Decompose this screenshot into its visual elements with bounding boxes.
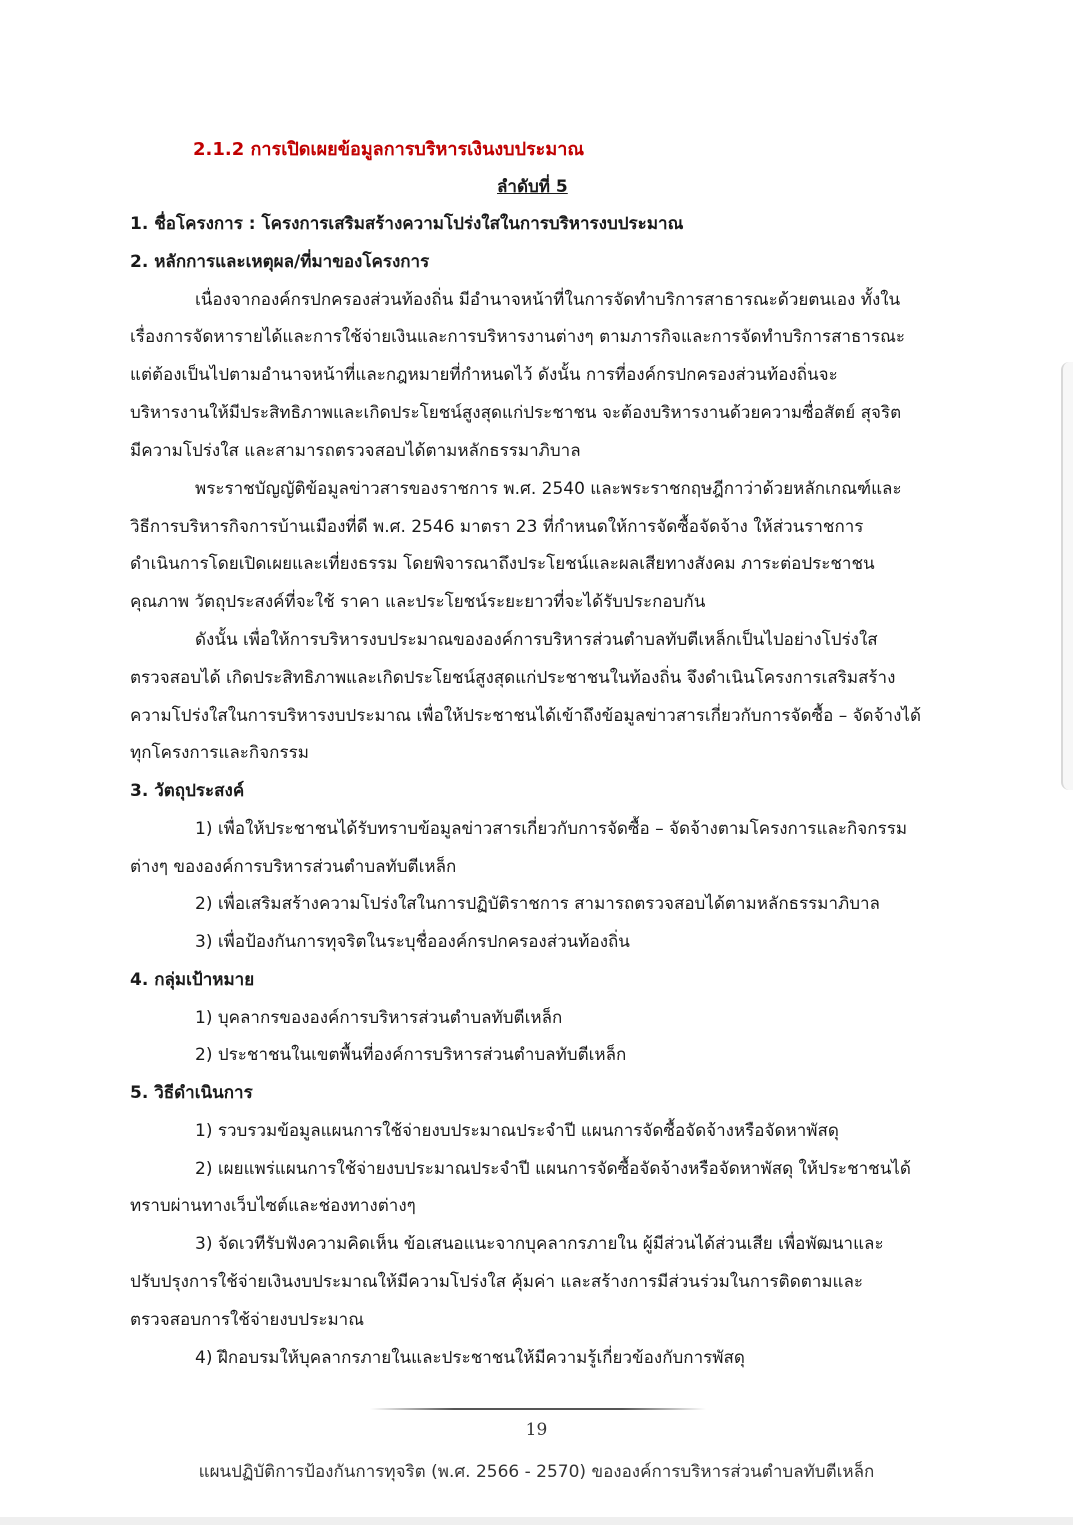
scrollbar-handle[interactable] — [1061, 362, 1073, 790]
page-footer: แผนปฏิบัติการป้องกันการทุจริต (พ.ศ. 2566 - 2570) ขององค์การบริหารส่วนตำบลทับตีเหล็ก — [198, 1462, 875, 1482]
paragraph-line: พระราชบัญญัติข้อมูลข่าวสารของราชการ พ.ศ. 2540 และพระราชกฤษฎีกาว่าด้วยหลักเกณฑ์และ — [195, 479, 902, 499]
list-item: 2) เพื่อเสริมสร้างความโปร่งใสในการปฏิบัติราชการ สามารถตรวจสอบได้ตามหลักธรรมาภิบาล — [195, 894, 880, 914]
list-item: 2) เผยแพร่แผนการใช้จ่ายงบประมาณประจำปี แผนการจัดซื้อจัดจ้างหรือจัดหาพัสดุ ให้ประชาชนได้ — [195, 1159, 911, 1179]
footer-divider — [370, 1408, 706, 1410]
list-item: 1) บุคลากรขององค์การบริหารส่วนตำบลทับตีเหล็ก — [195, 1008, 563, 1028]
paragraph-line: เรื่องการจัดหารายได้และการใช้จ่ายเงินและการบริหารงานต่างๆ ตามภารกิจและการจัดทำบริการสาธารณะ — [130, 327, 906, 347]
paragraph-line: ตรวจสอบได้ เกิดประสิทธิภาพและเกิดประโยชน์สูงสุดแก่ประชาชนในท้องถิ่น จึงดำเนินโครงการเสริมสร้าง — [130, 668, 896, 688]
list-item: 1) เพื่อให้ประชาชนได้รับทราบข้อมูลข่าวสารเกี่ยวกับการจัดซื้อ – จัดจ้างตามโครงการและกิจกรรม — [195, 819, 908, 839]
list-item-continuation: ปรับปรุงการใช้จ่ายเงินงบประมาณให้มีความโปร่งใส คุ้มค่า และสร้างการมีส่วนร่วมในการติดตามและ — [130, 1272, 864, 1292]
paragraph-line: มีความโปร่งใส และสามารถตรวจสอบได้ตามหลักธรรมาภิบาล — [130, 441, 581, 461]
paragraph-line: เนื่องจากองค์กรปกครองส่วนท้องถิ่น มีอำนาจหน้าที่ในการจัดทำบริการสาธารณะด้วยตนเอง ทั้งใน — [195, 290, 901, 310]
bottom-edge — [0, 1517, 1073, 1525]
method-heading: 5. วิธีดำเนินการ — [130, 1083, 253, 1103]
paragraph-line: คุณภาพ วัตถุประสงค์ที่จะใช้ ราคา และประโยชน์ระยะยาวที่จะได้รับประกอบกัน — [130, 592, 706, 612]
paragraph-line: ดำเนินการโดยเปิดเผยและเที่ยงธรรม โดยพิจารณาถึงประโยชน์และผลเสียทางสังคม ภาระต่อประชาชน — [130, 554, 875, 574]
paragraph-line: แต่ต้องเป็นไปตามอำนาจหน้าที่และกฎหมายที่กำหนดไว้ ดังนั้น การที่องค์กรปกครองส่วนท้องถิ่นจะ — [130, 365, 838, 385]
list-item: 2) ประชาชนในเขตพื้นที่องค์การบริหารส่วนตำบลทับตีเหล็ก — [195, 1045, 627, 1065]
paragraph-line: ทุกโครงการและกิจกรรม — [130, 743, 309, 763]
paragraph-line: ดังนั้น เพื่อให้การบริหารงบประมาณขององค์การบริหารส่วนตำบลทับตีเหล็กเป็นไปอย่างโปร่งใส — [195, 630, 878, 650]
page-number: 19 — [525, 1420, 548, 1440]
list-item-continuation: ตรวจสอบการใช้จ่ายงบประมาณ — [130, 1310, 364, 1330]
list-item: 1) รวบรวมข้อมูลแผนการใช้จ่ายงบประมาณประจำปี แผนการจัดซื้อจัดจ้างหรือจัดหาพัสดุ — [195, 1121, 839, 1141]
objectives-heading: 3. วัตถุประสงค์ — [130, 781, 245, 801]
target-group-heading: 4. กลุ่มเป้าหมาย — [130, 970, 255, 990]
order-label: ลำดับที่ 5 — [497, 177, 568, 197]
paragraph-line: วิธีการบริหารกิจการบ้านเมืองที่ดี พ.ศ. 2546 มาตรา 23 ที่กำหนดให้การจัดซื้อจัดจ้าง ให้ส่วนราชการ — [130, 517, 864, 537]
paragraph-line: ความโปร่งใสในการบริหารงบประมาณ เพื่อให้ประชาชนได้เข้าถึงข้อมูลข่าวสารเกี่ยวกับการจัดซื้อ – จัดจ้างได้ — [130, 706, 921, 726]
project-name-heading: 1. ชื่อโครงการ : โครงการเสริมสร้างความโปร่งใสในการบริหารงบประมาณ — [130, 214, 684, 234]
list-item-continuation: ต่างๆ ขององค์การบริหารส่วนตำบลทับตีเหล็ก — [130, 857, 457, 877]
paragraph-line: บริหารงานให้มีประสิทธิภาพและเกิดประโยชน์สูงสุดแก่ประชาชน จะต้องบริหารงานด้วยความซื่อสัตย์ สุจริต — [130, 403, 902, 423]
list-item: 3) เพื่อป้องกันการทุจริตในระบุชื่อองค์กรปกครองส่วนท้องถิ่น — [195, 932, 630, 952]
rationale-heading: 2. หลักการและเหตุผล/ที่มาของโครงการ — [130, 252, 430, 272]
list-item: 3) จัดเวทีรับฟังความคิดเห็น ข้อเสนอแนะจากบุคลากรภายใน ผู้มีส่วนได้ส่วนเสีย เพื่อพัฒนาและ — [195, 1234, 884, 1254]
section-title: 2.1.2 การเปิดเผยข้อมูลการบริหารเงินงบประมาณ — [193, 139, 585, 160]
list-item: 4) ฝึกอบรมให้บุคลากรภายในและประชาชนให้มีความรู้เกี่ยวข้องกับการพัสดุ — [195, 1348, 745, 1368]
list-item-continuation: ทราบผ่านทางเว็บไซต์และช่องทางต่างๆ — [130, 1196, 416, 1216]
